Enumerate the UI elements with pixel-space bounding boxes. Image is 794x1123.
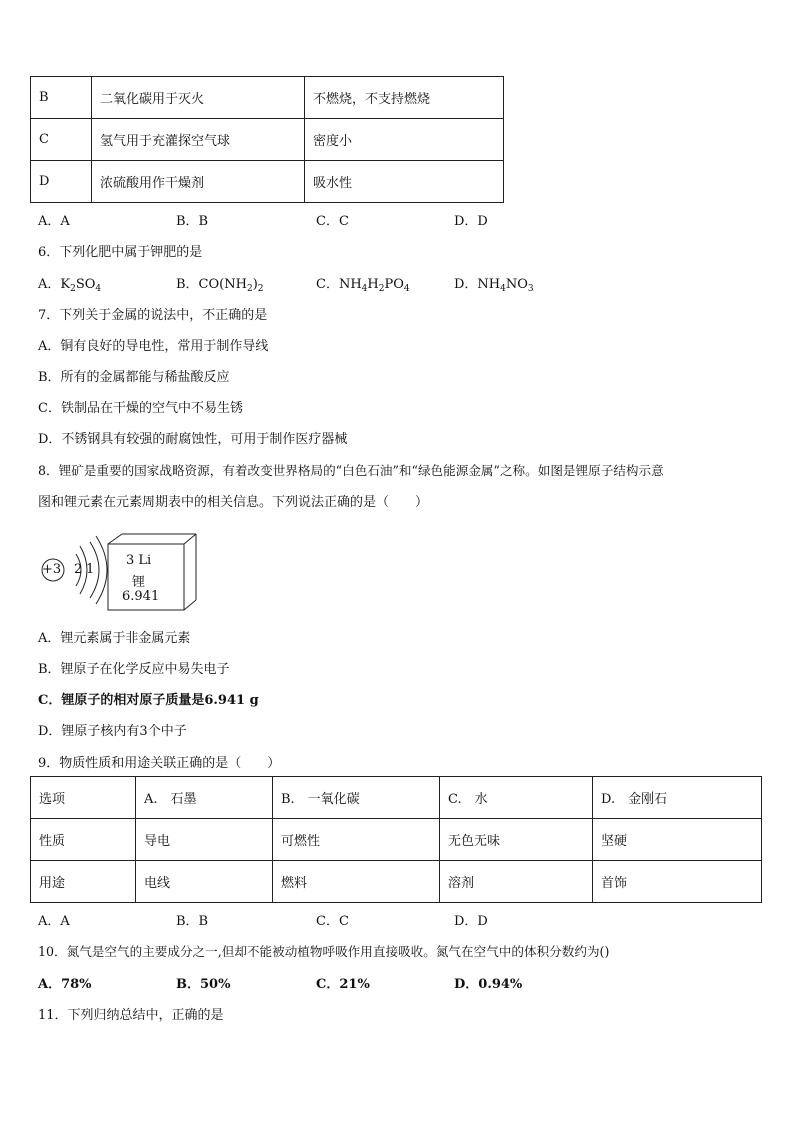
table-cell: 溶剂 [440, 861, 593, 903]
table-cell: 性质 [31, 819, 136, 861]
option-b[interactable]: B．锂原子在化学反应中易失电子 [38, 662, 230, 677]
option-a[interactable]: A．78% [38, 977, 92, 992]
shell-1-electrons: 2 [74, 562, 83, 577]
option-a[interactable] [38, 273, 101, 292]
element-box-edge [184, 600, 196, 610]
formula-text: NO [505, 277, 528, 292]
question-6-stem: 6．下列化肥中属于钾肥的是 [38, 245, 203, 260]
option-d[interactable]: D．D [454, 214, 488, 229]
option-d[interactable] [454, 273, 534, 292]
table-cell: 二氧化碳用于灭火 [92, 77, 305, 119]
option-c[interactable]: C．21% [316, 977, 370, 992]
option-a[interactable]: A．锂元素属于非金属元素 [38, 631, 191, 646]
table-cell: C [31, 119, 92, 161]
table-row [31, 77, 504, 119]
table-cell: 浓硫酸用作干燥剂 [92, 161, 305, 203]
formula-text: D．NH [454, 277, 501, 292]
formula-subscript: 4 [403, 284, 410, 294]
element-mass: 6.941 [122, 589, 160, 604]
formula-text: ) [252, 277, 258, 292]
option-a[interactable]: A．A [38, 214, 70, 229]
formula-subscript: 2 [246, 284, 253, 294]
table-cell: C. 水 [440, 777, 593, 819]
question-8-stem-line1: 8．锂矿是重要的国家战略资源，有着改变世界格局的“白色石油”和“绿色能源金属”之称。如图是锂原子结构示意 [38, 463, 664, 478]
option-b[interactable]: B．B [176, 214, 209, 229]
table-cell: D. 金刚石 [593, 777, 762, 819]
shell-2-electrons: 1 [86, 562, 95, 577]
formula-text: SO [75, 277, 96, 292]
option-d[interactable]: D．D [454, 914, 488, 929]
question-10-stem: 10．氮气是空气的主要成分之一,但却不能被动植物呼吸作用直接吸收。氮气在空气中的体积分数约为() [38, 944, 610, 959]
table-row [31, 119, 504, 161]
question-7-stem: 7．下列关于金属的说法中，不正确的是 [38, 308, 268, 323]
table-row [31, 819, 762, 861]
table-cell: 无色无味 [440, 819, 593, 861]
formula-subscript: 4 [95, 284, 102, 294]
table-cell: 选项 [31, 777, 136, 819]
option-b[interactable]: B．50% [176, 977, 231, 992]
option-a[interactable]: A．铜有良好的导电性，常用于制作导线 [38, 339, 269, 354]
formula-text: B．CO(NH [176, 277, 247, 292]
option-b[interactable] [176, 273, 264, 292]
table-cell: 氢气用于充灌探空气球 [92, 119, 305, 161]
table-cell: 坚硬 [593, 819, 762, 861]
option-b[interactable]: B．所有的金属都能与稀盐酸反应 [38, 370, 230, 385]
table-cell: B. 一氧化碳 [273, 777, 440, 819]
table-cell: 吸水性 [305, 161, 504, 203]
formula-subscript: 2 [378, 284, 385, 294]
table-cell: 不燃烧，不支持燃烧 [305, 77, 504, 119]
nucleus-charge: +3 [42, 562, 62, 577]
element-box-edge [108, 534, 122, 544]
table-cell: 首饰 [593, 861, 762, 903]
option-d[interactable]: D．0.94% [454, 977, 523, 992]
question-8-stem-line2: 图和锂元素在元素周期表中的相关信息。下列说法正确的是（ ） [38, 495, 429, 510]
element-number-symbol: 3 Li [126, 553, 152, 568]
formula-subscript: 3 [527, 284, 534, 294]
table-cell: 密度小 [305, 119, 504, 161]
option-b[interactable]: B．B [176, 914, 209, 929]
table-cell: D [31, 161, 92, 203]
option-d[interactable]: D．不锈钢具有较强的耐腐蚀性，可用于制作医疗器械 [38, 432, 348, 447]
table-row [31, 777, 762, 819]
option-c[interactable]: C．锂原子的相对原子质量是6.941 g [38, 693, 259, 708]
formula-text: H [367, 277, 379, 292]
formula-subscript: 2 [257, 284, 264, 294]
table-cell: 用途 [31, 861, 136, 903]
table-cell: 电线 [136, 861, 273, 903]
option-a[interactable]: A．A [38, 914, 70, 929]
table-cell: B [31, 77, 92, 119]
option-d[interactable]: D．锂原子核内有3个中子 [38, 724, 187, 739]
question-9-stem: 9．物质性质和用途关联正确的是（ ） [38, 756, 281, 771]
table-q9 [30, 776, 762, 903]
table-row [31, 161, 504, 203]
table-cell: A. 石墨 [136, 777, 273, 819]
option-c[interactable]: C．C [316, 214, 349, 229]
element-name: 锂 [132, 575, 146, 590]
formula-text: C．NH [316, 277, 362, 292]
formula-subscript: 4 [361, 284, 368, 294]
formula-subscript: 4 [500, 284, 506, 294]
question-11-stem: 11．下列归纳总结中，正确的是 [38, 1008, 224, 1023]
table-top [30, 76, 504, 203]
formula-subscript: 2 [70, 284, 76, 294]
atom-structure-diagram [36, 532, 206, 616]
shell-arc-outer-2 [96, 536, 107, 604]
formula-text: PO [384, 277, 404, 292]
option-c[interactable] [316, 273, 410, 292]
element-box-edge [184, 534, 196, 544]
formula-text: A．K [38, 277, 71, 292]
option-c[interactable]: C．C [316, 914, 349, 929]
table-cell: 燃料 [273, 861, 440, 903]
table-row [31, 861, 762, 903]
table-cell: 可燃性 [273, 819, 440, 861]
table-cell: 导电 [136, 819, 273, 861]
option-c[interactable]: C．铁制品在干燥的空气中不易生锈 [38, 401, 243, 416]
